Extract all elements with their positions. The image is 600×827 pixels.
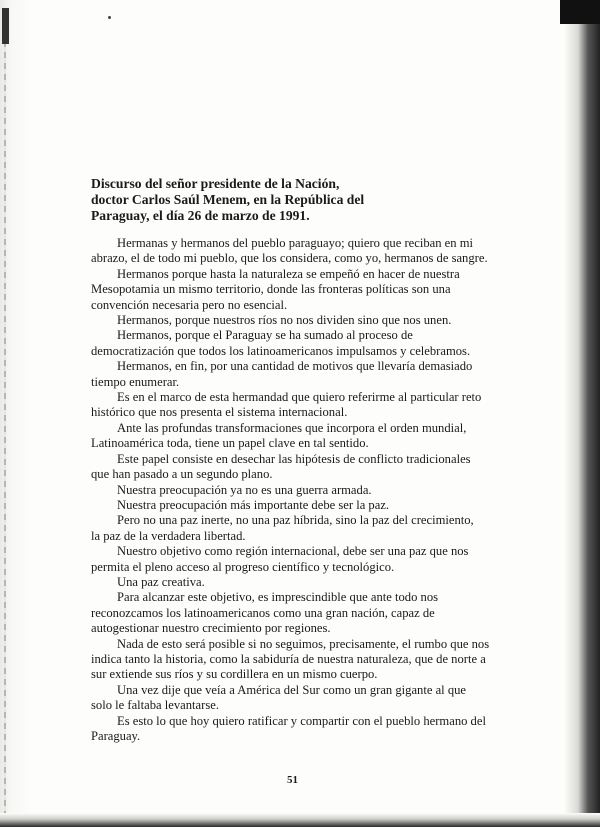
paragraph-line: Mesopotamia un mismo territorio, donde las fronteras políticas son una — [91, 282, 451, 297]
speech-paragraph — [91, 575, 501, 590]
paragraph-line: permita el pleno acceso al progreso científico y tecnológico. — [91, 559, 395, 574]
speech-paragraph — [91, 498, 501, 513]
paragraph-line: Ante las profundas transformaciones que incorpora el orden mundial, — [117, 420, 467, 435]
scan-speck — [108, 16, 111, 19]
scan-bottom-edge — [0, 813, 600, 827]
paragraph-line: sur extiende sus ríos y su cordillera en un mismo cuerpo. — [91, 667, 378, 682]
speech-body — [91, 236, 501, 744]
heading-line: doctor Carlos Saúl Menem, en la República del — [91, 192, 365, 207]
heading-line: Paraguay, el día 26 de marzo de 1991. — [91, 208, 310, 223]
paragraph-line: Una paz creativa. — [117, 574, 205, 589]
paragraph-line: solo le faltaba levantarse. — [91, 698, 219, 713]
paragraph-line: Una vez dije que veía a América del Sur como un gran gigante al que — [117, 682, 466, 697]
page-number: 51 — [287, 774, 298, 786]
speech-paragraph — [91, 313, 501, 328]
paragraph-line: Hermanos, porque nuestros ríos no nos dividen sino que nos unen. — [117, 313, 452, 328]
paragraph-line: democratización que todos los latinoamericanos impulsamos y celebramos. — [91, 343, 471, 358]
paragraph-line: Para alcanzar este objetivo, es imprescindible que ante todo nos — [117, 590, 439, 605]
speech-paragraph — [91, 714, 501, 745]
paragraph-line: que han pasado a un segundo plano. — [91, 467, 273, 482]
paragraph-line: convención necesaria pero no esencial. — [91, 297, 288, 312]
paragraph-line: Nada de esto será posible si no seguimos, precisamente, el rumbo que nos — [117, 636, 490, 651]
speech-paragraph — [91, 590, 501, 636]
paragraph-line: Es en el marco de esta hermandad que quiero referirme al particular reto — [117, 390, 482, 405]
scan-right-corner — [560, 0, 600, 24]
speech-paragraph — [91, 267, 501, 313]
paragraph-line: tiempo enumerar. — [91, 374, 180, 389]
speech-paragraph — [91, 483, 501, 498]
paragraph-line: indica tanto la historia, como la sabiduría de nuestra naturaleza, que de norte a — [91, 651, 486, 666]
scan-binding-mark — [4, 30, 6, 820]
paragraph-line: Latinoamérica toda, tiene un papel clave en tal sentido. — [91, 436, 369, 451]
speech-heading — [91, 176, 511, 224]
speech-paragraph — [91, 452, 501, 483]
paragraph-line: abrazo, el de todo mi pueblo, que los considera, como yo, hermanos de sangre. — [91, 251, 488, 266]
speech-paragraph — [91, 544, 501, 575]
speech-paragraph — [91, 359, 501, 390]
paragraph-line: Nuestro objetivo como región internacional, debe ser una paz que nos — [117, 544, 469, 559]
paragraph-line: Hermanos, en fin, por una cantidad de motivos que llevaría demasiado — [117, 359, 473, 374]
speech-paragraph — [91, 637, 501, 683]
speech-paragraph — [91, 513, 501, 544]
paragraph-line: la paz de la verdadera libertad. — [91, 528, 246, 543]
paragraph-line: Pero no una paz inerte, no una paz híbrida, sino la paz del crecimiento, — [117, 513, 474, 528]
speech-paragraph — [91, 390, 501, 421]
paragraph-line: Hermanas y hermanos del pueblo paraguayo; quiero que reciban en mi — [117, 236, 473, 250]
speech-paragraph — [91, 421, 501, 452]
paragraph-line: autogestionar nuestro crecimiento por regiones. — [91, 621, 331, 636]
scan-corner-mark — [2, 8, 9, 44]
speech-paragraph — [91, 236, 501, 267]
speech-paragraph — [91, 683, 501, 714]
scan-right-edge — [564, 0, 600, 827]
paragraph-line: Hermanos porque hasta la naturaleza se empeñó en hacer de nuestra — [117, 266, 460, 281]
paragraph-line: Hermanos, porque el Paraguay se ha sumado al proceso de — [117, 328, 413, 343]
paragraph-line: Este papel consiste en desechar las hipótesis de conflicto tradicionales — [117, 451, 471, 466]
paragraph-line: reconozcamos los latinoamericanos como una gran nación, capaz de — [91, 605, 435, 620]
paragraph-line: Nuestra preocupación más importante debe ser la paz. — [117, 497, 390, 512]
speech-paragraph — [91, 328, 501, 359]
paragraph-line: histórico que nos presenta el sistema internacional. — [91, 405, 348, 420]
paragraph-line: Paraguay. — [91, 729, 141, 743]
paragraph-line: Es esto lo que hoy quiero ratificar y compartir con el pueblo hermano del — [117, 713, 486, 728]
paragraph-line: Nuestra preocupación ya no es una guerra armada. — [117, 482, 372, 497]
heading-line: Discurso del señor presidente de la Nación, — [91, 176, 340, 191]
